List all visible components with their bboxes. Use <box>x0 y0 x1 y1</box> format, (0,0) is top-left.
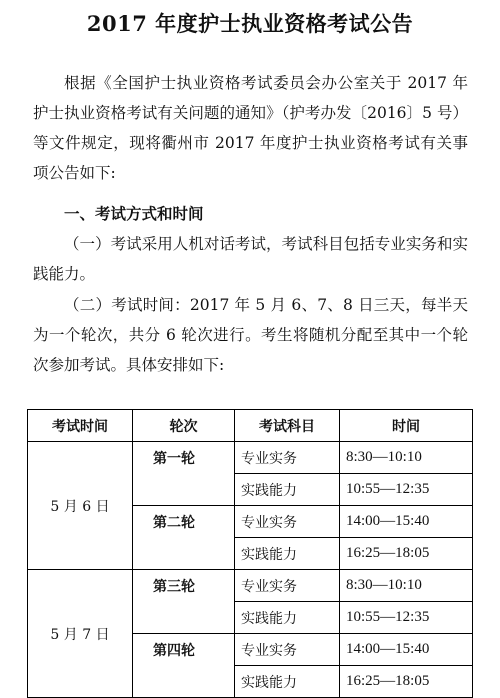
cell-time: 8:30—10:10 <box>340 570 473 602</box>
cell-round: 第三轮 <box>133 570 235 634</box>
cell-time: 8:30—10:10 <box>340 442 473 474</box>
cell-subject: 实践能力 <box>235 474 340 506</box>
paragraph-exam-time: （二）考试时间：2017 年 5 月 6、7、8 日三天，每半天为一个轮次，共分 6 轮次进行。考生将随机分配至其中一个轮次参加考试。具体安排如下: <box>33 296 468 374</box>
section-heading-exam-method: 一、考试方式和时间 <box>64 204 204 223</box>
cell-round: 第四轮 <box>133 634 235 698</box>
cell-subject: 专业实务 <box>235 634 340 666</box>
cell-time: 14:00—15:40 <box>340 506 473 538</box>
header-subject: 考试科目 <box>235 410 340 442</box>
cell-time: 16:25—18:05 <box>340 538 473 570</box>
intro-paragraph: 根据《全国护士执业资格考试委员会办公室关于 2017 年护士执业资格考试有关问题的通知》（护考办发〔2016〕5 号）等文件规定，现将衢州市 2017 年度护士执业资格考试有关事项公告如下: <box>33 74 468 182</box>
table-header-row <box>28 410 473 442</box>
cell-date: 5 月 6 日 <box>28 442 133 570</box>
cell-time: 10:55—12:35 <box>340 602 473 634</box>
cell-subject: 实践能力 <box>235 602 340 634</box>
cell-time: 10:55—12:35 <box>340 474 473 506</box>
exam-schedule-table <box>27 409 473 698</box>
cell-subject: 实践能力 <box>235 666 340 698</box>
header-time: 时间 <box>340 410 473 442</box>
cell-subject: 专业实务 <box>235 506 340 538</box>
table-row <box>28 442 473 474</box>
cell-time: 16:25—18:05 <box>340 666 473 698</box>
table-row <box>28 570 473 602</box>
cell-round: 第一轮 <box>133 442 235 506</box>
header-round: 轮次 <box>133 410 235 442</box>
cell-subject: 专业实务 <box>235 442 340 474</box>
cell-subject: 专业实务 <box>235 570 340 602</box>
cell-subject: 实践能力 <box>235 538 340 570</box>
cell-date: 5 月 7 日 <box>28 570 133 698</box>
page-title: 2017 年度护士执业资格考试公告 <box>86 11 414 36</box>
header-exam-date: 考试时间 <box>28 410 133 442</box>
cell-round: 第二轮 <box>133 506 235 570</box>
cell-time: 14:00—15:40 <box>340 634 473 666</box>
paragraph-exam-format: （一）考试采用人机对话考试，考试科目包括专业实务和实践能力。 <box>33 235 468 283</box>
